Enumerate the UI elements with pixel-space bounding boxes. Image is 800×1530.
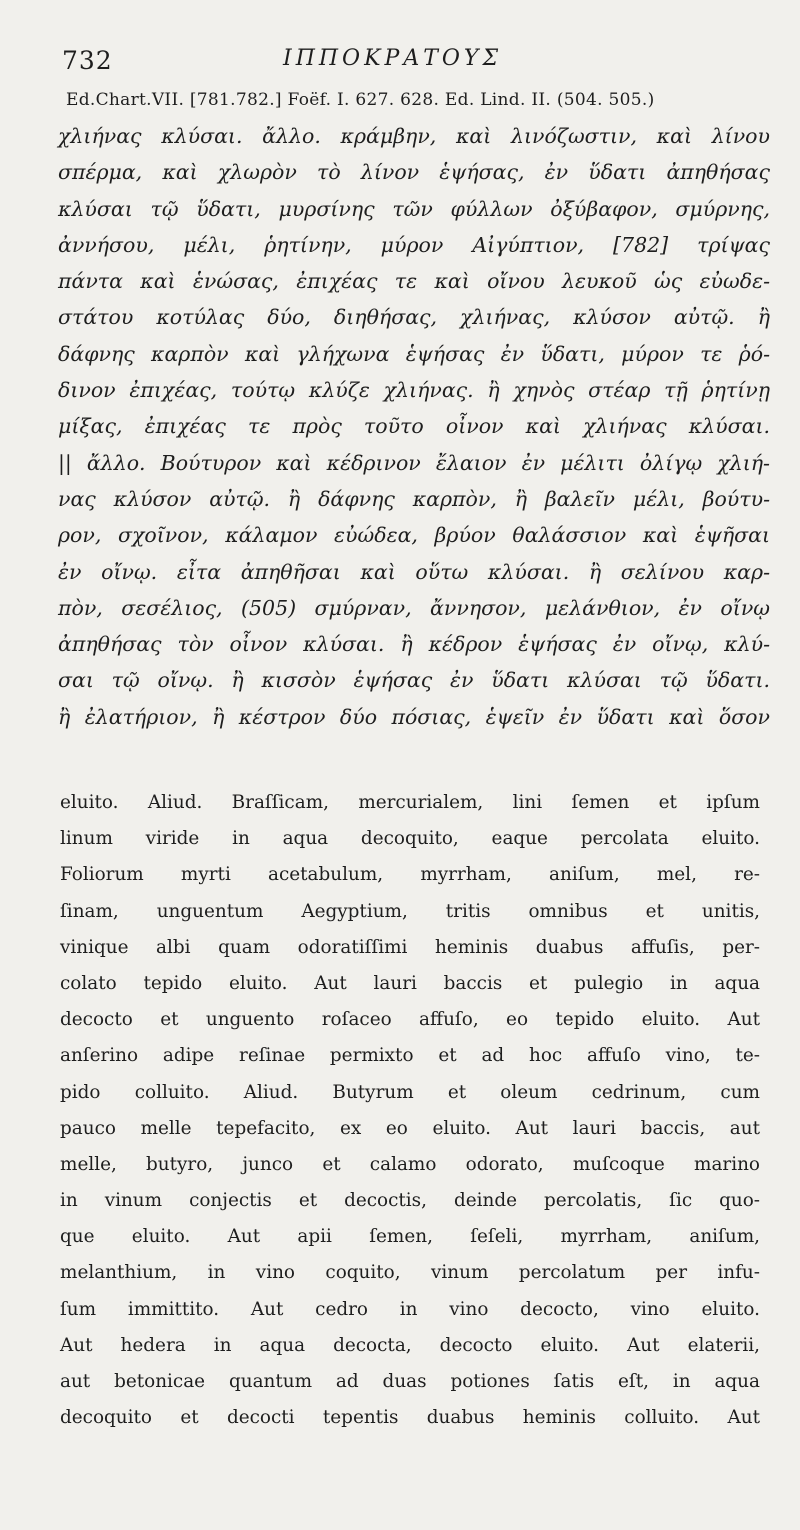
latin-line: que eluito. Aut apii ſemen, ſeſeli, myrrham, aniſum, (60, 1226, 760, 1248)
latin-text-block (60, 785, 760, 1436)
greek-line: πάντα καὶ ἑνώσας, ἐπιχέας τε καὶ οἴνου λευκοῦ ὡς εὐωδε- (58, 269, 770, 294)
latin-line: decocto et unguento roſaceo affuſo, eo tepido eluito. Aut (60, 1009, 760, 1031)
greek-line: χλιήνας κλύσαι. ἄλλο. κράμβην, καὶ λινόζωστιν, καὶ λίνου (58, 124, 770, 148)
latin-line: melanthium, in vino coquito, vinum percolatum per infu- (60, 1262, 760, 1284)
greek-line: σπέρμα, καὶ χλωρὸν τὸ λίνον ἑψήσας, ἐν ὕδατι ἀπηθήσας (58, 160, 770, 185)
latin-line: ſinam, unguentum Aegyptium, tritis omnibus et unitis, (60, 900, 760, 922)
greek-line: δάφνης καρπὸν καὶ γλήχωνα ἑψήσας ἐν ὕδατι, μύρον τε ῥό- (58, 341, 770, 366)
greek-line: ἀννήσου, μέλι, ῥητίνην, μύρον Αἰγύπτιον, [782] τρίψας (58, 232, 770, 257)
greek-line: || ἄλλο. Βούτυρον καὶ κέδρινον ἔλαιον ἐν μέλιτι ὀλίγῳ χλιή- (58, 450, 770, 475)
greek-text-block (58, 118, 770, 735)
page-number: 732 (62, 46, 113, 75)
latin-line: linum viride in aqua decoquito, eaque percolata eluito. (60, 828, 760, 850)
greek-line: μίξας, ἐπιχέας τε πρὸς τοῦτο οἶνον καὶ χλιήνας κλύσαι. (58, 414, 770, 439)
greek-line: πὸν, σεσέλιος, (505) σμύρναν, ἄννησον, μελάνθιον, ἐν οἴνῳ (58, 595, 770, 620)
latin-line: ſum immittito. Aut cedro in vino decocto, vino eluito. (60, 1298, 760, 1320)
greek-line: νας κλύσον αὐτῷ. ἢ δάφνης καρπὸν, ἢ βαλεῖν μέλι, βούτυ- (58, 486, 770, 511)
greek-line: ρον, σχοῖνον, κάλαμον εὐώδεα, βρύον θαλάσσιον καὶ ἑψῆσαι (58, 523, 770, 548)
latin-line: decoquito et decocti tepentis duabus heminis colluito. Aut (60, 1407, 760, 1429)
greek-line: δινον ἐπιχέας, τούτῳ κλύζε χλιήνας. ἢ χηνὸς στέαρ τῇ ῥητίνῃ (58, 378, 770, 403)
latin-line: vinique albi quam odoratiſſimi heminis duabus affuſis, per- (60, 936, 760, 958)
page-header (0, 44, 800, 84)
greek-line: σαι τῷ οἴνῳ. ἢ κισσὸν ἑψήσας ἐν ὕδατι κλύσαι τῷ ὕδατι. (58, 668, 770, 693)
latin-line: pauco melle tepefacito, ex eo eluito. Aut lauri baccis, aut (60, 1117, 760, 1139)
latin-line: in vinum conjectis et decoctis, deinde percolatis, ſic quo- (60, 1190, 760, 1212)
greek-line: ἀπηθήσας τὸν οἶνον κλύσαι. ἢ κέδρον ἑψήσας ἐν οἴνῳ, κλύ- (58, 632, 770, 657)
greek-line: ἢ ἐλατήριον, ἢ κέστρον δύο πόσιας, ἑψεῖν ἐν ὕδατι καὶ ὅσον (58, 704, 770, 729)
greek-line: ἐν οἴνῳ. εἶτα ἀπηθῆσαι καὶ οὕτω κλύσαι. ἢ σελίνου καρ- (58, 559, 770, 584)
latin-line: Foliorum myrti acetabulum, myrrham, aniſum, mel, re- (60, 864, 760, 886)
latin-line: anſerino adipe reſinae permixto et ad hoc affuſo vino, te- (60, 1045, 760, 1067)
greek-line: στάτου κοτύλας δύο, διηθήσας, χλιήνας, κλύσον αὐτῷ. ἢ (58, 305, 770, 330)
latin-line: eluito. Aliud. Braſſicam, mercurialem, lini ſemen et ipſum (60, 792, 760, 813)
latin-line: colato tepido eluito. Aut lauri baccis et pulegio in aqua (60, 972, 760, 994)
running-title: ΙΠΠΟΚΡΑΤΟΥΣ (283, 46, 503, 71)
latin-line: Aut hedera in aqua decocta, decocto eluito. Aut elaterii, (60, 1334, 760, 1356)
latin-line: melle, butyro, junco et calamo odorato, muſcoque marino (60, 1153, 760, 1175)
edition-reference: Ed.Chart.VII. [781.782.] Foëf. I. 627. 628. Ed. Lind. II. (504. 505.) (66, 90, 655, 110)
latin-line: aut betonicae quantum ad duas potiones ſatis eſt, in aqua (60, 1371, 760, 1392)
greek-line: κλύσαι τῷ ὕδατι, μυρσίνης τῶν φύλλων ὀξύβαφον, σμύρνης, (58, 196, 770, 221)
latin-line: pido colluito. Aliud. Butyrum et oleum cedrinum, cum (60, 1081, 760, 1103)
